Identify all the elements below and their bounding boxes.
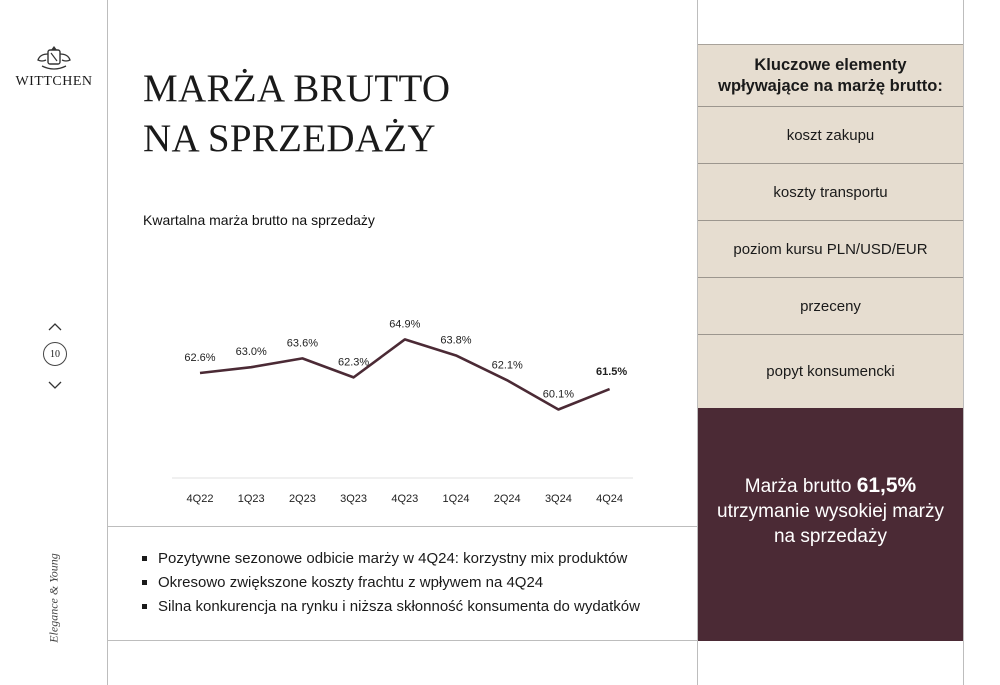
x-tick-label: 3Q23 xyxy=(340,493,368,505)
factors-heading-line2: wpływające na marżę brutto: xyxy=(718,76,943,95)
factor-item: koszt zakupu xyxy=(698,106,963,163)
factors-heading xyxy=(698,44,963,106)
data-label: 63.6% xyxy=(286,337,319,350)
page-title xyxy=(143,64,450,164)
bullet-list xyxy=(140,547,640,619)
factor-item: popyt konsumencki xyxy=(698,334,963,408)
bullet-item: Okresowo zwiększone koszty frachtu z wpływem na 4Q24 xyxy=(140,571,640,595)
data-label: 63.8% xyxy=(440,334,472,347)
data-label: 63.0% xyxy=(235,346,267,359)
data-label: 64.9% xyxy=(389,318,421,331)
brand-logo xyxy=(14,44,94,90)
page-number: 10 xyxy=(43,342,67,366)
data-label: 60.1% xyxy=(542,388,575,401)
x-tick-label: 2Q23 xyxy=(288,493,316,505)
factor-item: koszty transportu xyxy=(698,163,963,220)
divider-right xyxy=(963,0,964,685)
chevron-up-icon[interactable] xyxy=(46,320,64,334)
factor-item: przeceny xyxy=(698,277,963,334)
bullet-item: Pozytywne sezonowe odbicie marży w 4Q24: korzystny mix produktów xyxy=(140,547,640,571)
data-label: 62.6% xyxy=(184,352,216,364)
summary-box xyxy=(698,408,963,641)
chevron-down-icon[interactable] xyxy=(46,378,64,392)
tagline: Elegance & Young xyxy=(46,553,61,643)
x-tick-label: 4Q24 xyxy=(596,493,624,505)
logo-text: WITTCHEN xyxy=(15,74,93,89)
summary-value: 61,5% xyxy=(856,473,917,497)
data-label: 61.5% xyxy=(595,366,628,379)
x-tick-label: 1Q24 xyxy=(442,493,470,505)
divider-left xyxy=(107,0,108,685)
divider-bullets-top xyxy=(107,526,698,527)
x-tick-label: 4Q22 xyxy=(186,493,214,505)
summary-line2: utrzymanie wysokiej marży xyxy=(717,500,944,522)
summary-line3: na sprzedaży xyxy=(773,525,887,547)
page-title-line2: NA SPRZEDAŻY xyxy=(143,117,436,160)
x-tick-label: 1Q23 xyxy=(237,493,265,505)
x-tick-label: 4Q23 xyxy=(391,493,419,505)
factor-item: poziom kursu PLN/USD/EUR xyxy=(698,220,963,277)
gross-margin-line-chart xyxy=(150,300,650,515)
x-tick-label: 2Q24 xyxy=(493,493,521,505)
summary-prefix: Marża brutto xyxy=(744,475,857,497)
factors-heading-line1: Kluczowe elementy xyxy=(754,55,907,74)
bullet-item: Silna konkurencja na rynku i niższa skłonność konsumenta do wydatków xyxy=(140,595,640,619)
data-label: 62.3% xyxy=(337,356,370,369)
x-tick-label: 3Q24 xyxy=(544,493,572,505)
data-label: 62.1% xyxy=(491,359,523,372)
chart-subtitle: Kwartalna marża brutto na sprzedaży xyxy=(143,212,375,228)
page-title-line1: MARŻA BRUTTO xyxy=(143,67,451,110)
crest-icon xyxy=(34,44,74,72)
